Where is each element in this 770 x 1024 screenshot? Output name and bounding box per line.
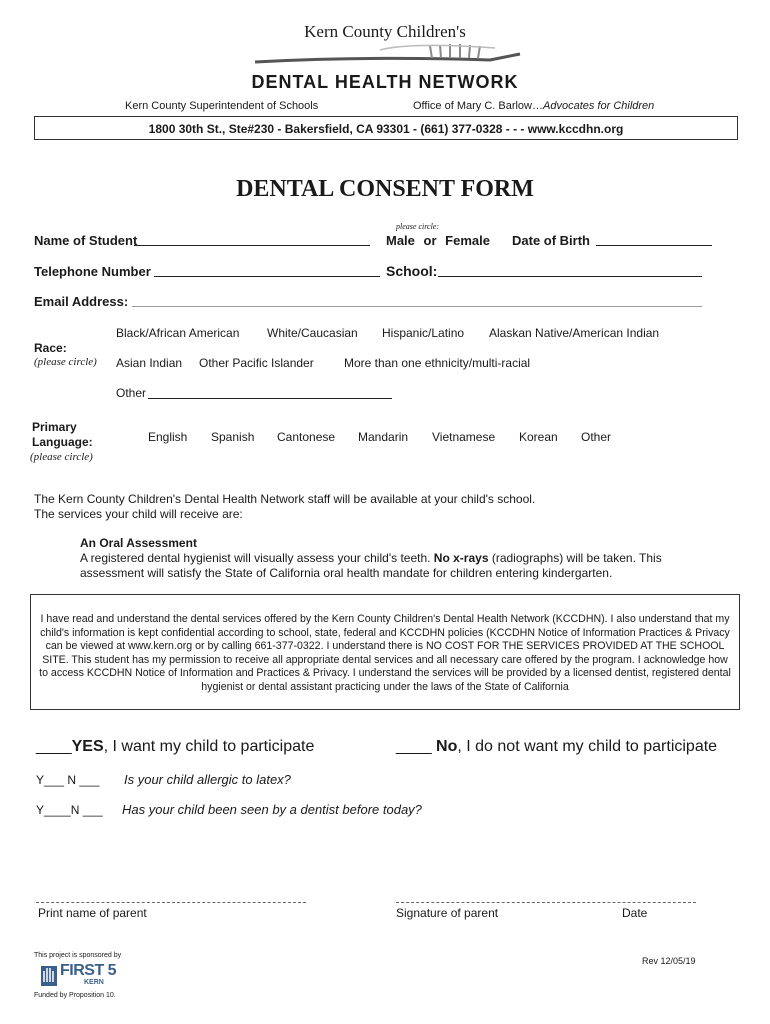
language-hint: (please circle) (30, 451, 93, 463)
race-other-field[interactable] (148, 386, 392, 399)
race-black[interactable]: Black/African American (116, 326, 240, 340)
dentist-answer[interactable]: Y____N ___ (36, 803, 103, 817)
student-name-label: Name of Student (34, 233, 138, 248)
lang-cantonese[interactable]: Cantonese (277, 430, 336, 444)
lang-other[interactable]: Other (581, 430, 612, 444)
phone-field[interactable] (154, 264, 380, 277)
org-name-line2: DENTAL HEALTH NETWORK (251, 72, 519, 92)
latex-answer[interactable]: Y___ N ___ (36, 773, 100, 787)
race-pacific-islander[interactable]: Other Pacific Islander (199, 356, 314, 370)
latex-question: Is your child allergic to latex? (124, 772, 291, 787)
school-label: School: (386, 263, 438, 279)
org-name-line1: Kern County Children's (304, 22, 466, 41)
first5-logo-sub: KERN (84, 979, 104, 986)
address-line: 1800 30th St., Ste#230 - Bakersfield, CA 93301 - (661) 377-0328 - - - www.kccdhn.org (148, 122, 624, 136)
race-white[interactable]: White/Caucasian (267, 326, 358, 340)
race-label: Race: (34, 341, 67, 355)
lang-english[interactable]: English (148, 430, 188, 444)
language-label-2: Language: (32, 435, 93, 449)
date-label: Date (622, 906, 648, 920)
email-field[interactable] (132, 294, 702, 307)
assessment-title: An Oral Assessment (80, 536, 197, 550)
first5-logo-text: FIRST 5 (60, 962, 117, 979)
first5-logo (40, 962, 117, 988)
lang-korean[interactable]: Korean (519, 430, 558, 444)
email-label: Email Address: (34, 294, 129, 309)
consent-text: I have read and understand the dental services offered by the Kern County Children's Dental Health Network (KCCDHN). I also understand that my child's information is kept confidential according to school, state, federal and KCCDHN policies (KCCDHN Notice of Information Practices & Privacy can be viewed at www.kern.org or by calling 661-377-0322. I understand there is NO COST FOR THE SERVICES PROVIDED AT THE SCHOOL SITE. This student has my permission to receive all appropriate dental services and all necessary care offered by the program. I acknowledge how to access KCCDHN Notice of Information and Practices & Privacy. I understand the services will be provided by a licensed dentist, registered dental hygienist or dental assistant practicing under the laws of the State of California (39, 613, 731, 693)
race-other-label: Other (116, 386, 147, 400)
race-hispanic[interactable]: Hispanic/Latino (382, 326, 465, 340)
intro-line-1: The Kern County Children's Dental Health Network staff will be available at your child's school. (34, 492, 536, 506)
signature-label: Signature of parent (396, 906, 499, 920)
address-box (34, 116, 738, 140)
office-label: Office of Mary C. Barlow…Advocates for Children (413, 100, 655, 112)
consent-box (30, 594, 740, 710)
assessment-line-2: assessment will satisfy the State of California oral health mandate for children entering kindergarten. (80, 566, 613, 580)
race-asian-indian[interactable]: Asian Indian (116, 356, 183, 370)
form-title: DENTAL CONSENT FORM (236, 176, 534, 202)
phone-label: Telephone Number (34, 264, 151, 279)
lang-spanish[interactable]: Spanish (211, 430, 255, 444)
intro-line-2: The services your child will receive are: (34, 507, 243, 521)
hand-icon (40, 962, 58, 988)
revision-label: Rev 12/05/19 (642, 956, 696, 966)
please-circle-note: please circle: (396, 222, 440, 231)
dob-label: Date of Birth (512, 233, 590, 248)
lang-mandarin[interactable]: Mandarin (358, 430, 409, 444)
dob-field[interactable] (596, 233, 712, 246)
superintendent-label: Kern County Superintendent of Schools (125, 100, 319, 112)
lang-vietnamese[interactable]: Vietnamese (432, 430, 496, 444)
dentist-question: Has your child been seen by a dentist before today? (122, 802, 422, 817)
print-name-label: Print name of parent (38, 906, 147, 920)
sex-male[interactable]: Male (386, 233, 415, 248)
print-name-line[interactable] (36, 902, 306, 903)
assessment-line-1: A registered dental hygienist will visually assess your child's teeth. No x-rays (radiographs) will be taken. This (80, 551, 662, 565)
yes-option[interactable]: ____YES, I want my child to participate (36, 738, 315, 755)
race-alaskan[interactable]: Alaskan Native/American Indian (489, 326, 660, 340)
no-option[interactable]: ____ No, I do not want my child to participate (396, 738, 718, 755)
sex-options: Male or Female (386, 233, 490, 248)
race-multi[interactable]: More than one ethnicity/multi-racial (344, 356, 531, 370)
language-label-1: Primary (32, 420, 77, 434)
signature-line[interactable] (396, 902, 696, 903)
sex-female[interactable]: Female (445, 233, 490, 248)
toothbrush-icon (250, 40, 525, 74)
funded-note: Funded by Proposition 10. (34, 992, 116, 999)
student-name-field[interactable] (134, 233, 370, 246)
race-hint: (please circle) (34, 356, 97, 368)
school-field[interactable] (438, 264, 702, 277)
sponsor-note: This project is sponsored by (34, 952, 122, 959)
